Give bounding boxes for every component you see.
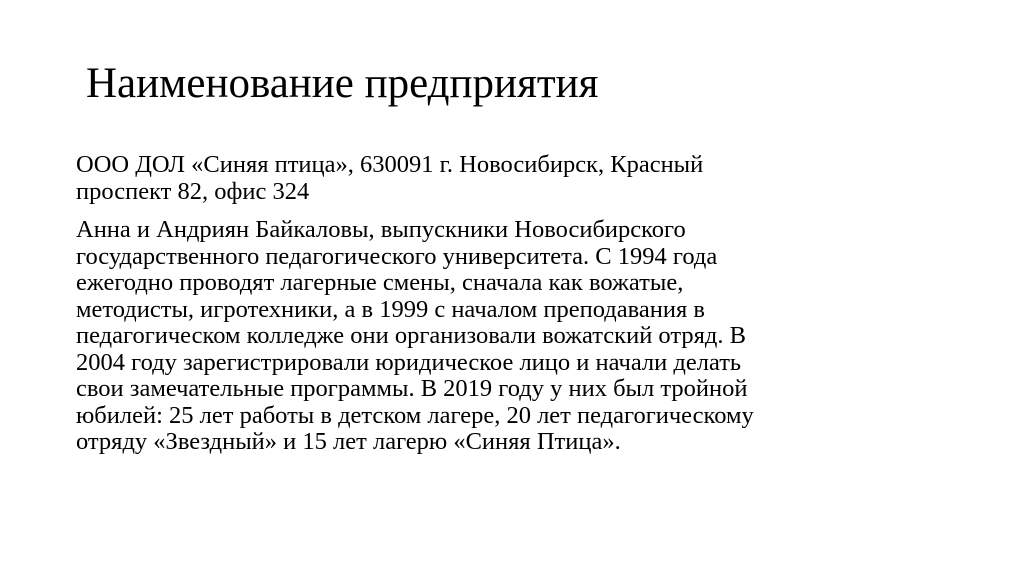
paragraph-line: педагогическом колледже они организовали вожатский отряд. В <box>76 322 746 349</box>
paragraph-line: 2004 году зарегистрировали юридическое лицо и начали делать <box>76 348 742 376</box>
paragraph-line: методисты, игротехники, а в 1999 с началом преподавания в <box>76 295 705 323</box>
paragraph-line: свои замечательные программы. В 2019 году у них был тройной <box>76 375 748 402</box>
slide-body <box>76 152 876 468</box>
paragraph-line: ООО ДОЛ «Синяя птица», 630091 г. Новосибирск, Красный <box>76 151 704 178</box>
founders-history-paragraph <box>76 217 876 456</box>
paragraph-line: ежегодно проводят лагерные смены, сначала как вожатые, <box>76 269 684 296</box>
paragraph-line: государственного педагогического университета. С 1994 года <box>76 242 718 270</box>
slide-title: Наименование предприятия <box>86 60 599 107</box>
paragraph-line: отряду «Звездный» и 15 лет лагерю «Синяя Птица». <box>76 428 621 455</box>
paragraph-line: юбилей: 25 лет работы в детском лагере, 20 лет педагогическому <box>76 401 754 429</box>
paragraph-line: проспект 82, офис 324 <box>76 177 310 205</box>
company-address-paragraph <box>76 152 876 205</box>
paragraph-line: Анна и Андриян Байкаловы, выпускники Новосибирского <box>76 216 686 243</box>
